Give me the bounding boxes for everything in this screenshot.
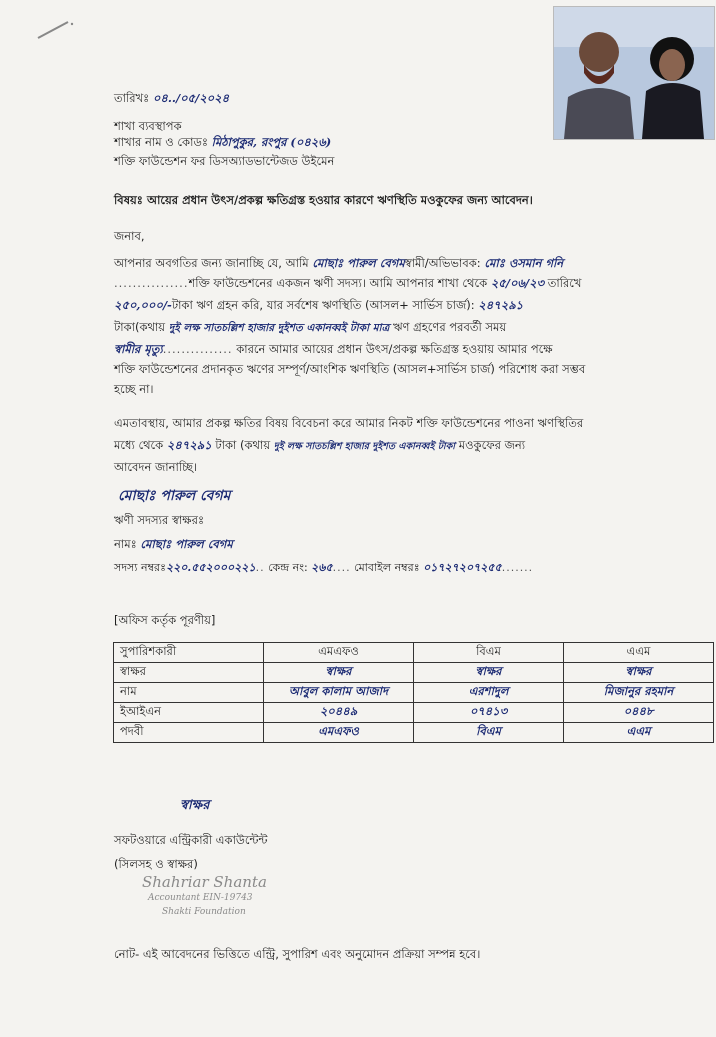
col-header: এমএফও: [264, 643, 414, 663]
name-label: নামঃ: [114, 537, 137, 551]
p2-line2: [114, 437, 525, 455]
table-cell: ২০৪৪৯: [264, 703, 414, 723]
p1-line2: [114, 275, 581, 291]
p1-text-f: টাকা(কথায়: [114, 320, 166, 334]
table-cell: আবুল কালাম আজাদ: [264, 683, 414, 703]
signature-label: ঋণী সদস্যর স্বাক্ষরঃ: [114, 513, 205, 527]
balance-words-hw: দুই লক্ষ সাতচল্লিশ হাজার দুইশত একানব্বই টাকা মাত্র: [168, 322, 390, 334]
branch-value: মিঠাপুকুর, রংপুর (০৪২৬): [211, 135, 332, 149]
row-label: পদবী: [114, 723, 264, 743]
org-line: শক্তি ফাউন্ডেশন ফর ডিসঅ্যাডভান্টেজড উইমেন: [114, 154, 335, 168]
table-row: [114, 683, 714, 703]
p2-line1: এমতাবস্থায়, আমার প্রকল্প ক্ষতির বিষয় বিবেচনা করে আমার নিকট শক্তি ফাউন্ডেশনের পাওনা ঋণস্থিতির: [114, 416, 584, 430]
p1-text-a: আপনার অবগতির জন্য জানাচ্ছি যে, আমি: [114, 256, 309, 270]
member-line: [114, 560, 533, 576]
accountant-title: সফটওয়ারে এন্ট্রিকারী একাউন্টেন্ট: [114, 833, 268, 847]
waiver-amount-hw: ২৪৭২৯১: [166, 438, 212, 452]
p1-text-h: কারনে আমার আয়ের প্রধান উৎস/প্রকল্প ক্ষতিগ্রস্ত হওয়ায় আমার পক্ষে: [236, 342, 553, 356]
center-value-hw: ২৬৫: [311, 561, 333, 574]
table-cell: স্বাক্ষর: [414, 663, 564, 683]
table-cell: ০৭৪১৩: [414, 703, 564, 723]
member-dots: ..: [255, 561, 265, 574]
loan-date-hw: ২৫/০৬/২৩: [490, 276, 545, 290]
applicant-photo: [553, 6, 715, 140]
p1-dots-2: ...............: [162, 342, 233, 356]
guardian-name-hw: মোঃ ওসমান গনি: [484, 256, 564, 270]
mobile-label: মোবাইল নম্বরঃ: [354, 561, 420, 574]
stamp-title: Accountant EIN-19743: [148, 893, 253, 903]
p1-text-g: ঋণ গ্রহণের পরবর্তী সময়: [392, 320, 507, 334]
table-cell: এমএফও: [264, 723, 414, 743]
member-label: সদস্য নম্বরঃ: [114, 561, 166, 574]
row-label: স্বাক্ষর: [114, 663, 264, 683]
name-line: [114, 536, 233, 552]
table-cell: স্বাক্ষর: [264, 663, 414, 683]
stamp-org: Shakti Foundation: [162, 907, 246, 917]
p1-text-c: শক্তি ফাউন্ডেশনের একজন ঋণী সদস্য। আমি আপনার শাখা থেকে: [188, 276, 488, 290]
p1-line3: [114, 297, 523, 313]
table-row: [114, 703, 714, 723]
table-cell: এএম: [564, 723, 714, 743]
balance-hw: ২৪৭২৯১: [478, 298, 524, 312]
date-value: ০৪../০৫/২০২৪: [152, 91, 230, 105]
table-row: [114, 723, 714, 743]
branch-label: শাখার নাম ও কোডঃ: [114, 135, 209, 149]
table-cell: বিএম: [414, 723, 564, 743]
table-row: [114, 663, 714, 683]
subject: বিষয়ঃ আয়ের প্রধান উৎস/প্রকল্প ক্ষতিগ্রস্ত হওয়ার কারণে ঋণস্থিতি মওকুফের জন্য আবেদন।: [114, 193, 533, 207]
cause-hw: স্বামীর মৃত্যু: [114, 342, 163, 356]
p1-line4: [114, 319, 506, 336]
p1-text-d: তারিখে: [547, 276, 582, 290]
p1-text-b: স্বামী/অভিভাবক:: [404, 256, 481, 270]
table-cell: এরশাদুল: [414, 683, 564, 703]
branch-manager: শাখা ব্যবস্থাপক: [114, 119, 182, 133]
office-table: [113, 642, 714, 743]
name-value-hw: মোছাঃ পারুল বেগম: [140, 537, 233, 551]
footer-note: নোট- এই আবেদনের ভিত্তিতে এন্ট্রি, সুপারিশ এবং অনুমোদন প্রক্রিয়া সম্পন্ন হবে।: [114, 947, 481, 961]
p1-line7: হচ্ছে না।: [114, 382, 154, 396]
p2-line3: আবেদন জানাচ্ছি।: [114, 460, 198, 474]
applicant-signature: মোছাঃ পারুল বেগম: [118, 488, 231, 504]
col-header: বিএম: [414, 643, 564, 663]
row-label: ইআইএন: [114, 703, 264, 723]
p1-text-e: টাকা ঋণ গ্রহন করি, যার সর্বশেষ ঋণস্থিতি (আসল+ সার্ভিস চার্জ):: [171, 298, 475, 312]
salutation: জনাব,: [114, 229, 145, 243]
row-label: নাম: [114, 683, 264, 703]
center-label: কেন্দ্র নং:: [268, 561, 308, 574]
table-header-row: [114, 643, 714, 663]
branch-line: [114, 134, 331, 150]
stamp-name: Shahriar Shanta: [142, 873, 267, 891]
table-cell: ০৪৪৮: [564, 703, 714, 723]
p1-dots: ................: [114, 276, 189, 290]
date-label: তারিখঃ: [114, 91, 150, 105]
mobile-value-hw: ০১৭২৭২০৭২৫৫: [423, 561, 502, 574]
seal-note: (সিলসহ ও স্বাক্ষর): [114, 857, 198, 871]
accountant-signature: স্বাক্ষর: [180, 798, 210, 813]
p2-text-a: মধ্যে থেকে: [114, 438, 164, 452]
p1-line5: [114, 341, 553, 357]
center-dots: ....: [332, 561, 351, 574]
p1-line1: [114, 255, 563, 271]
col-header: সুপারিশকারী: [114, 643, 264, 663]
office-heading: [অফিস কর্তৃক পূরণীয়]: [114, 613, 216, 627]
waiver-words-hw: দুই লক্ষ সাতচল্লিশ হাজার দুইশত একানব্বই টাকা: [273, 441, 456, 452]
p1-line6: শক্তি ফাউন্ডেশনের প্রদানকৃত ঋণের সম্পূর্ণ/আংশিক ঋণস্থিতি (আসল+সার্ভিস চার্জ) পরিশোধ করা সম্ভব: [114, 362, 586, 376]
mobile-dots: .......: [501, 561, 534, 574]
col-header: এএম: [564, 643, 714, 663]
p2-text-b: টাকা (কথায়: [215, 438, 271, 452]
loan-amount-hw: ২৫০,০০০/-: [114, 298, 172, 312]
p2-text-c: মওকুফের জন্য: [458, 438, 526, 452]
corner-mark: [36, 16, 76, 46]
table-cell: মিজানুর রহমান: [564, 683, 714, 703]
applicant-name-hw: মোছাঃ পারুল বেগম: [312, 256, 405, 270]
office-table-wrap: [113, 642, 714, 743]
date-line: [114, 90, 229, 106]
table-cell: স্বাক্ষর: [564, 663, 714, 683]
member-value-hw: ২২০.৫৫২০০০২২১: [165, 561, 256, 574]
